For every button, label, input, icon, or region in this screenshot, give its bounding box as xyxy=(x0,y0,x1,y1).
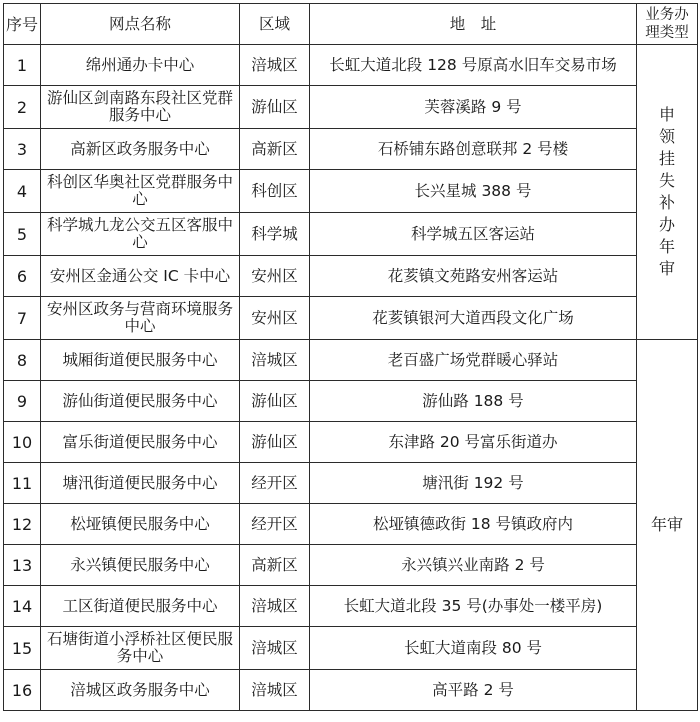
cell-address: 长兴星城 388 号 xyxy=(310,170,637,213)
cell-seq: 4 xyxy=(4,170,41,213)
cell-address: 长虹大道北段 128 号原高水旧车交易市场 xyxy=(310,45,637,86)
header-seq: 序号 xyxy=(4,4,41,45)
header-type xyxy=(637,4,698,45)
cell-name: 城厢街道便民服务中心 xyxy=(41,340,240,381)
cell-name: 安州区政务与营商环境服务中心 xyxy=(41,297,240,340)
header-name: 网点名称 xyxy=(41,4,240,45)
cell-area: 游仙区 xyxy=(240,422,310,463)
cell-name: 石塘街道小浮桥社区便民服务中心 xyxy=(41,627,240,670)
cell-seq: 10 xyxy=(4,422,41,463)
cell-seq: 6 xyxy=(4,256,41,297)
table-row xyxy=(4,670,698,711)
header-area: 区域 xyxy=(240,4,310,45)
cell-seq: 15 xyxy=(4,627,41,670)
cell-name: 富乐街道便民服务中心 xyxy=(41,422,240,463)
cell-area: 高新区 xyxy=(240,129,310,170)
cell-seq: 14 xyxy=(4,586,41,627)
cell-name: 工区街道便民服务中心 xyxy=(41,586,240,627)
cell-seq: 9 xyxy=(4,381,41,422)
service-outlets-table xyxy=(3,3,698,711)
cell-area: 涪城区 xyxy=(240,45,310,86)
cell-seq: 16 xyxy=(4,670,41,711)
cell-address: 塘汛街 192 号 xyxy=(310,463,637,504)
cell-name: 涪城区政务服务中心 xyxy=(41,670,240,711)
cell-address: 老百盛广场党群暖心驿站 xyxy=(310,340,637,381)
cell-address: 科学城五区客运站 xyxy=(310,213,637,256)
cell-seq: 1 xyxy=(4,45,41,86)
cell-name: 游仙区剑南路东段社区党群服务中心 xyxy=(41,86,240,129)
cell-area: 安州区 xyxy=(240,256,310,297)
table-row xyxy=(4,422,698,463)
cell-seq: 8 xyxy=(4,340,41,381)
cell-name: 科学城九龙公交五区客服中心 xyxy=(41,213,240,256)
table-row xyxy=(4,213,698,256)
cell-address: 松垭镇德政街 18 号镇政府内 xyxy=(310,504,637,545)
cell-address: 长虹大道北段 35 号(办事处一楼平房) xyxy=(310,586,637,627)
table-row xyxy=(4,627,698,670)
cell-area: 经开区 xyxy=(240,463,310,504)
cell-seq: 5 xyxy=(4,213,41,256)
cell-address: 芙蓉溪路 9 号 xyxy=(310,86,637,129)
cell-name: 安州区金通公交 IC 卡中心 xyxy=(41,256,240,297)
cell-address: 永兴镇兴业南路 2 号 xyxy=(310,545,637,586)
cell-area: 安州区 xyxy=(240,297,310,340)
cell-name: 塘汛街道便民服务中心 xyxy=(41,463,240,504)
cell-area: 科创区 xyxy=(240,170,310,213)
cell-name: 高新区政务服务中心 xyxy=(41,129,240,170)
cell-area: 游仙区 xyxy=(240,86,310,129)
table-row xyxy=(4,463,698,504)
table-row xyxy=(4,586,698,627)
table-row xyxy=(4,297,698,340)
cell-address: 东津路 20 号富乐街道办 xyxy=(310,422,637,463)
service-outlets-table-wrapper xyxy=(3,3,698,711)
cell-address: 高平路 2 号 xyxy=(310,670,637,711)
cell-address: 长虹大道南段 80 号 xyxy=(310,627,637,670)
cell-address: 石桥铺东路创意联邦 2 号楼 xyxy=(310,129,637,170)
cell-area: 涪城区 xyxy=(240,340,310,381)
cell-seq: 2 xyxy=(4,86,41,129)
cell-area: 经开区 xyxy=(240,504,310,545)
cell-area: 游仙区 xyxy=(240,381,310,422)
cell-address: 花荄镇银河大道西段文化广场 xyxy=(310,297,637,340)
cell-seq: 13 xyxy=(4,545,41,586)
table-row xyxy=(4,340,698,381)
table-row xyxy=(4,381,698,422)
cell-area: 涪城区 xyxy=(240,586,310,627)
cell-name: 绵州通办卡中心 xyxy=(41,45,240,86)
table-row xyxy=(4,545,698,586)
table-row xyxy=(4,256,698,297)
cell-address: 花荄镇文苑路安州客运站 xyxy=(310,256,637,297)
cell-area: 科学城 xyxy=(240,213,310,256)
cell-address: 游仙路 188 号 xyxy=(310,381,637,422)
cell-seq: 11 xyxy=(4,463,41,504)
cell-seq: 7 xyxy=(4,297,41,340)
header-type-label: 业务办理类型 xyxy=(645,7,689,41)
header-row xyxy=(4,4,698,45)
header-address: 地 址 xyxy=(310,4,637,45)
cell-seq: 3 xyxy=(4,129,41,170)
cell-name: 永兴镇便民服务中心 xyxy=(41,545,240,586)
table-row xyxy=(4,170,698,213)
cell-type-group-2: 年审 xyxy=(637,340,698,711)
cell-area: 高新区 xyxy=(240,545,310,586)
type-group-1-label: 申领挂失补办年审 xyxy=(658,105,675,278)
cell-type-group-1 xyxy=(637,45,698,340)
cell-seq: 12 xyxy=(4,504,41,545)
cell-name: 科创区华奥社区党群服务中心 xyxy=(41,170,240,213)
cell-name: 松垭镇便民服务中心 xyxy=(41,504,240,545)
table-row xyxy=(4,45,698,86)
table-row xyxy=(4,129,698,170)
cell-area: 涪城区 xyxy=(240,627,310,670)
cell-name: 游仙街道便民服务中心 xyxy=(41,381,240,422)
table-row xyxy=(4,504,698,545)
table-row xyxy=(4,86,698,129)
cell-area: 涪城区 xyxy=(240,670,310,711)
